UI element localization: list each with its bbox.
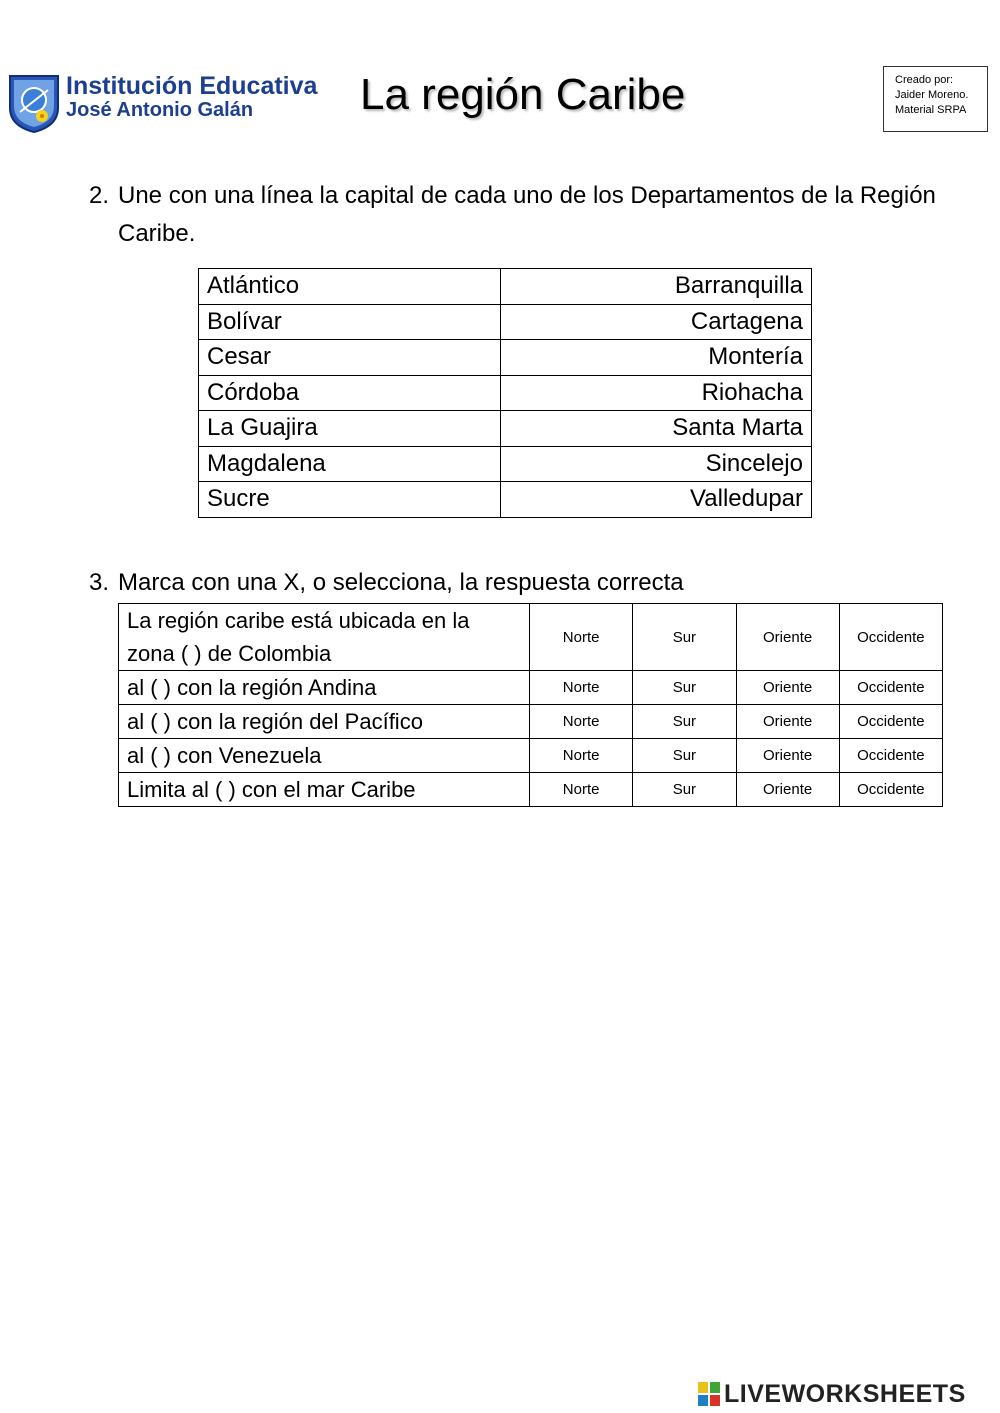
statement-cell: al ( ) con Venezuela [119,739,530,773]
capital-cell[interactable]: Santa Marta [501,411,812,447]
option-oriente[interactable]: Oriente [736,671,839,705]
capital-cell[interactable]: Barranquilla [501,269,812,305]
table-row [199,482,812,518]
statement-cell: La región caribe está ubicada en la zona ( ) de Colombia [119,604,530,671]
option-norte[interactable]: Norte [530,739,633,773]
region-options-table [118,603,943,807]
table-row [199,269,812,305]
logo-square [698,1395,708,1406]
option-norte[interactable]: Norte [530,773,633,807]
question-2-number: 2. [89,182,110,209]
credit-line: Jaider Moreno. [895,89,969,101]
statement-cell: Limita al ( ) con el mar Caribe [119,773,530,807]
department-cell[interactable]: Magdalena [199,446,501,482]
department-cell[interactable]: Sucre [199,482,501,518]
option-oriente[interactable]: Oriente [736,604,839,671]
question-2-text: Une con una línea la capital de cada uno de los Departamentos de la Región Caribe. [118,182,936,247]
credit-line: Creado por: [895,74,954,86]
page-title: La región Caribe [360,70,686,119]
option-occidente[interactable]: Occidente [839,604,942,671]
capital-cell[interactable]: Valledupar [501,482,812,518]
table-row [199,446,812,482]
capital-cell[interactable]: Sincelejo [501,446,812,482]
statement-cell: al ( ) con la región Andina [119,671,530,705]
option-occidente[interactable]: Occidente [839,773,942,807]
option-sur[interactable]: Sur [633,773,736,807]
capitals-table [198,268,812,518]
liveworksheets-icon [698,1382,720,1406]
option-norte[interactable]: Norte [530,671,633,705]
option-oriente[interactable]: Oriente [736,705,839,739]
logo-square [698,1382,708,1393]
option-sur[interactable]: Sur [633,671,736,705]
table-row [119,705,943,739]
logo-square [710,1382,720,1393]
table-row [119,604,943,671]
school-logo-icon [6,72,62,134]
option-occidente[interactable]: Occidente [839,705,942,739]
option-sur[interactable]: Sur [633,739,736,773]
capital-cell[interactable]: Riohacha [501,375,812,411]
table-row [199,411,812,447]
statement-cell: al ( ) con la región del Pacífico [119,705,530,739]
capital-cell[interactable]: Montería [501,340,812,376]
department-cell[interactable]: Bolívar [199,304,501,340]
option-sur[interactable]: Sur [633,604,736,671]
logo-square [710,1395,720,1406]
table-row [199,304,812,340]
credit-line: Material SRPA [895,104,967,116]
credit-box [883,66,988,132]
liveworksheets-wordmark: LIVEWORKSHEETS [724,1380,966,1408]
option-norte[interactable]: Norte [530,604,633,671]
liveworksheets-logo [698,1380,994,1408]
question-3-number: 3. [89,569,110,596]
table-row [199,340,812,376]
option-occidente[interactable]: Occidente [839,739,942,773]
institution-name-line1: Institución Educativa [66,72,318,100]
option-oriente[interactable]: Oriente [736,739,839,773]
option-norte[interactable]: Norte [530,705,633,739]
department-cell[interactable]: Córdoba [199,375,501,411]
table-row [199,375,812,411]
option-sur[interactable]: Sur [633,705,736,739]
option-oriente[interactable]: Oriente [736,773,839,807]
table-row [119,773,943,807]
department-cell[interactable]: Cesar [199,340,501,376]
table-row [119,671,943,705]
option-occidente[interactable]: Occidente [839,671,942,705]
capital-cell[interactable]: Cartagena [501,304,812,340]
department-cell[interactable]: Atlántico [199,269,501,305]
department-cell[interactable]: La Guajira [199,411,501,447]
institution-name-line2: José Antonio Galán [66,99,254,121]
table-row [119,739,943,773]
question-3-text: Marca con una X, o selecciona, la respuesta correcta [118,569,684,596]
